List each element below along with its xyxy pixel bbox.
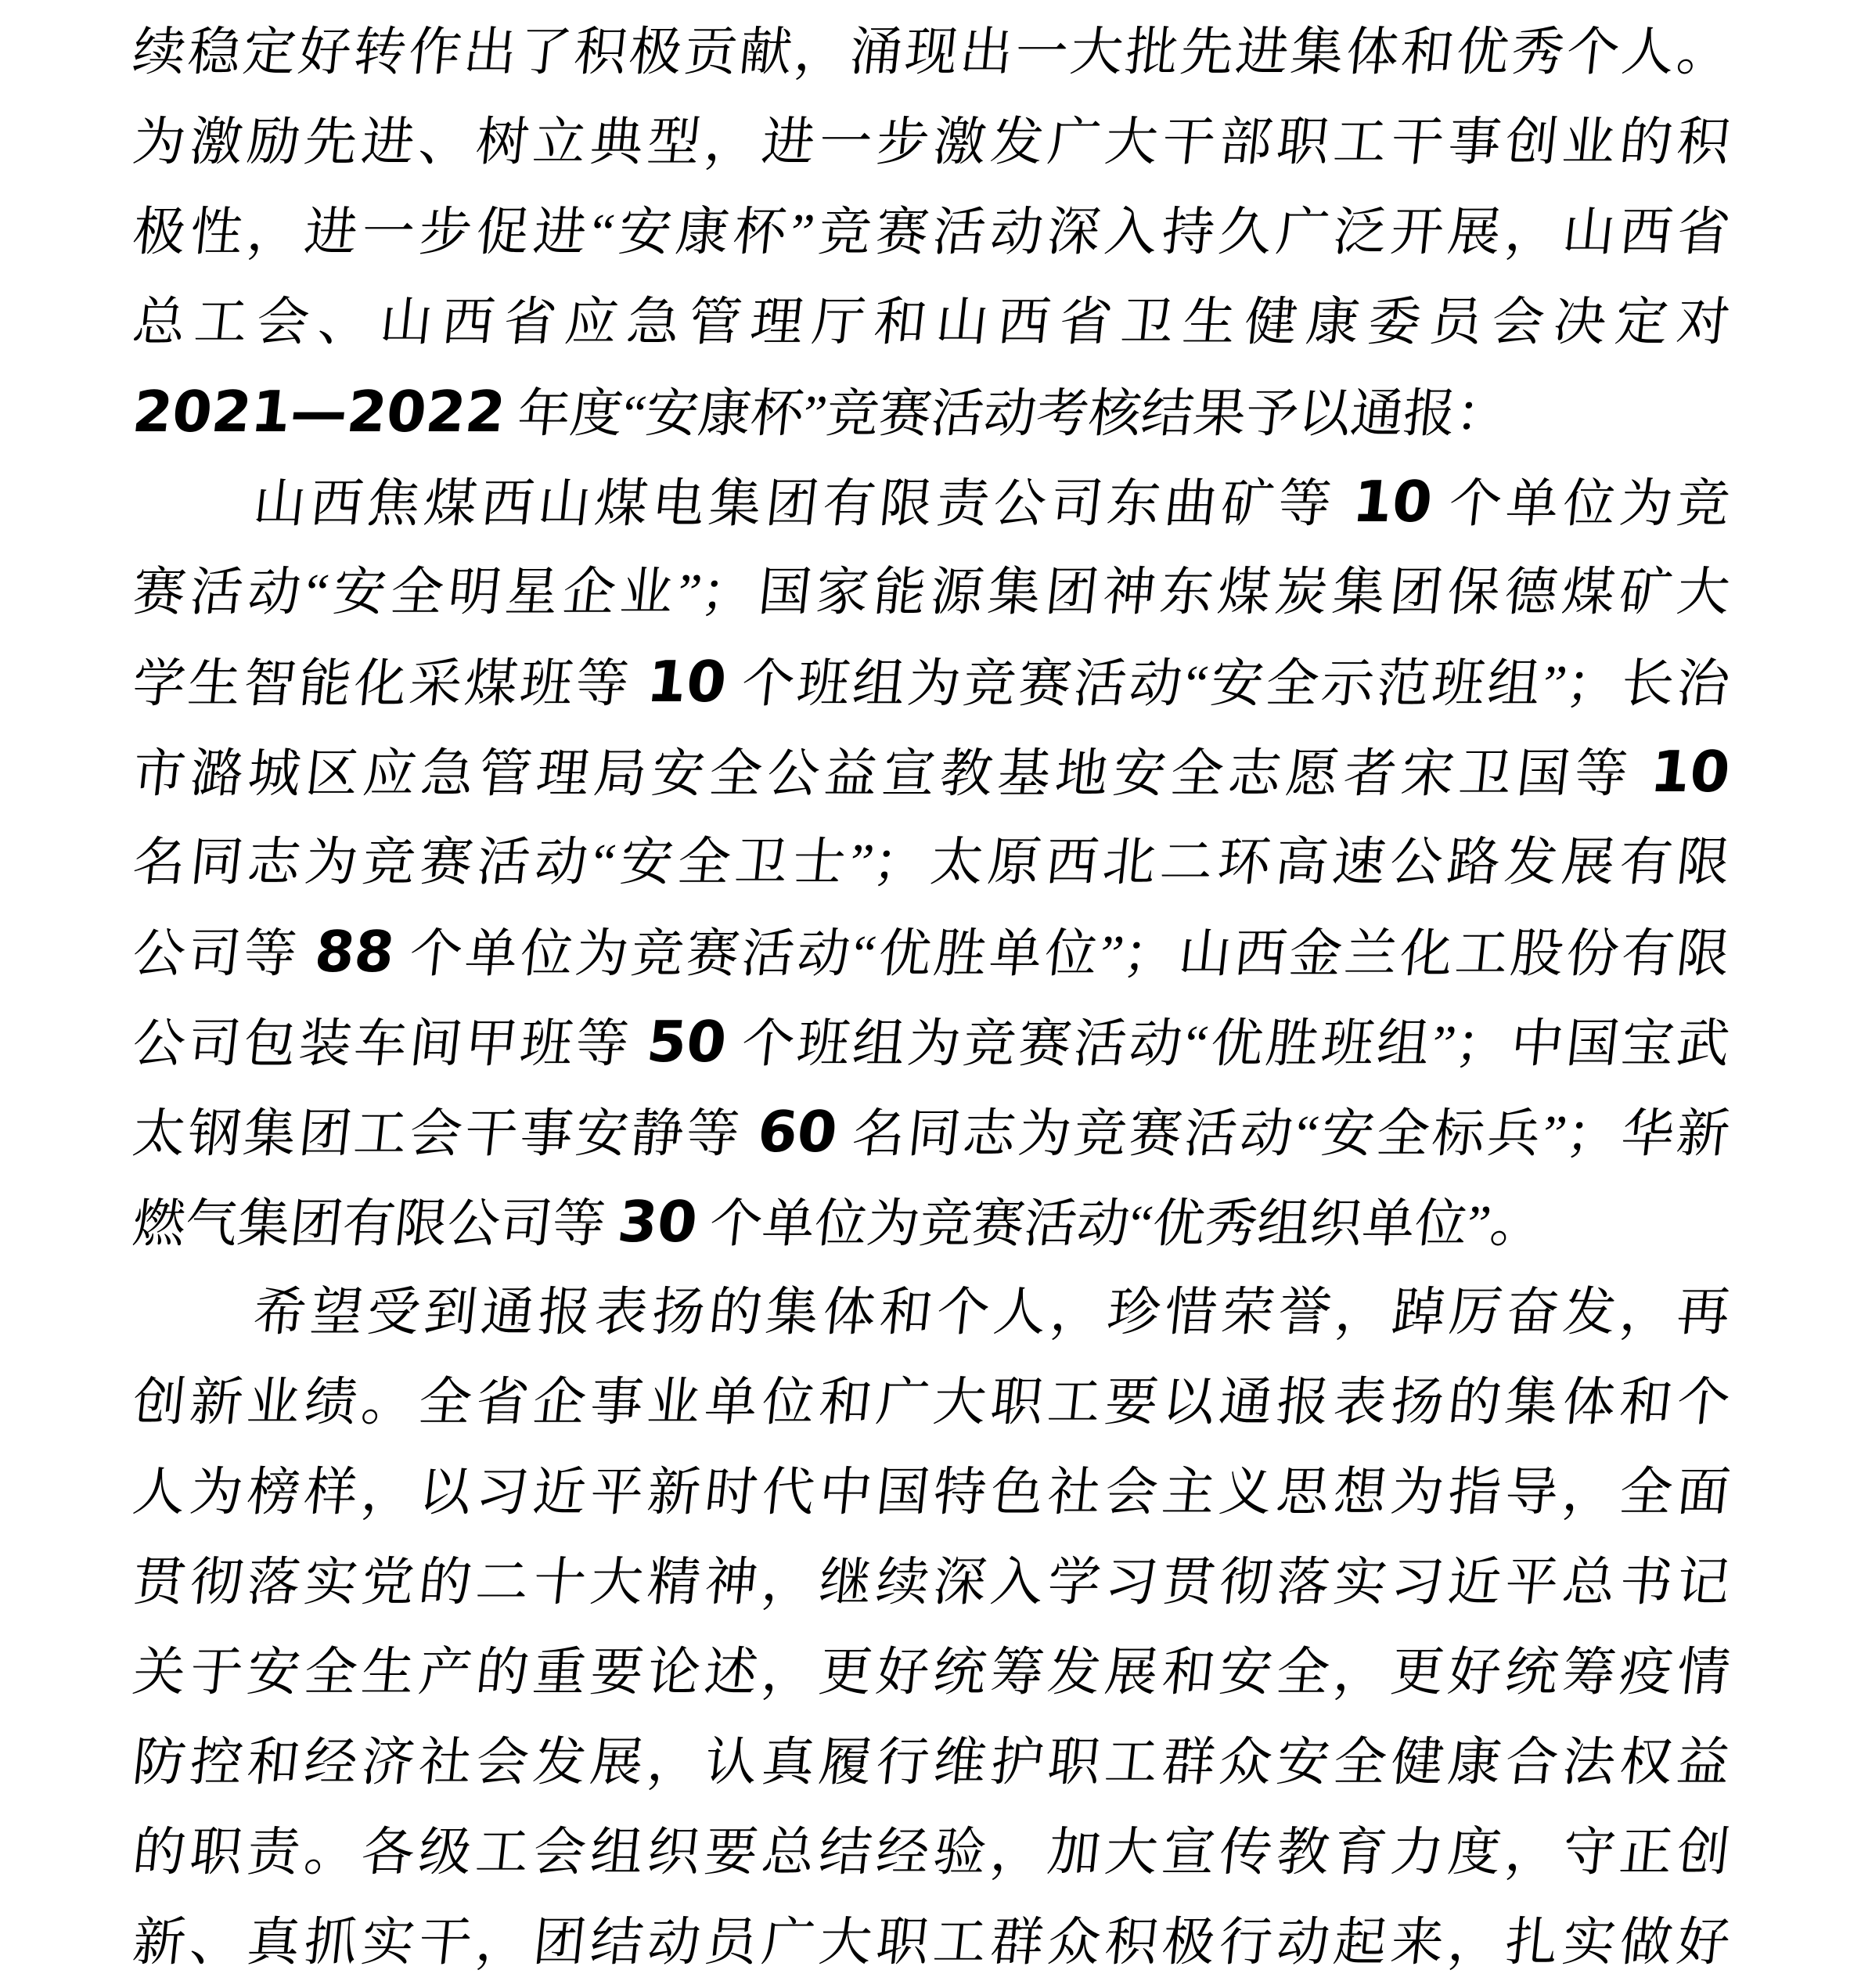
text-line: 人为榜样，以习近平新时代中国特色社会主义思想为指导，全面: [130, 1464, 1733, 1522]
number-text: 88: [311, 920, 398, 985]
text-line: 防控和经济社会发展，认真履行维护职工群众安全健康合法权益: [130, 1734, 1733, 1792]
text-line: 的职责。各级工会组织要总结经验，加大宣传教育力度，守正创: [130, 1824, 1733, 1882]
number-text: 50: [643, 1010, 730, 1075]
number-text: 30: [614, 1190, 700, 1255]
text-line: 学生智能化采煤班等 10 个班组为竞赛活动“安全示范班组”；长治: [129, 650, 1733, 715]
text-line: 燃气集团有限公司等 30 个单位为竞赛活动“优秀组织单位”。: [129, 1190, 1546, 1255]
text-line: 赛活动“安全明星企业”；国家能源集团神东煤炭集团保德煤矿大: [130, 564, 1733, 621]
text-line: 市潞城区应急管理局安全公益宣教基地安全志愿者宋卫国等 10: [129, 740, 1733, 805]
text-line: 新、真抓实干，团结动员广大职工群众积极行动起来，扎实做好: [130, 1914, 1733, 1972]
text-line: 公司包装车间甲班等 50 个班组为竞赛活动“优胜班组”；中国宝武: [129, 1010, 1733, 1075]
number-text: 10: [1647, 740, 1733, 805]
text-line: 总工会、山西省应急管理厅和山西省卫生健康委员会决定对: [130, 294, 1733, 351]
text-line: 为激励先进、树立典型，进一步激发广大干部职工干事创业的积: [130, 113, 1733, 171]
text-line: 名同志为竞赛活动“安全卫士”；太原西北二环高速公路发展有限: [130, 834, 1733, 891]
number-text: 2021—2022: [129, 380, 509, 445]
text-line: 续稳定好转作出了积极贡献，涌现出一大批先进集体和优秀个人。: [130, 23, 1733, 81]
text-line: 希望受到通报表扬的集体和个人，珍惜荣誉，踔厉奋发，再: [250, 1284, 1733, 1342]
text-line: 极性，进一步促进“安康杯”竞赛活动深入持久广泛开展，山西省: [130, 203, 1733, 261]
text-line: 贯彻落实党的二十大精神，继续深入学习贯彻落实习近平总书记: [130, 1554, 1733, 1612]
number-text: 10: [643, 650, 730, 715]
number-text: 10: [1349, 470, 1435, 535]
text-line: 创新业绩。全省企事业单位和广大职工要以通报表扬的集体和个: [130, 1374, 1733, 1432]
text-line: 太钢集团工会干事安静等 60 名同志为竞赛活动“安全标兵”；华新: [129, 1100, 1733, 1165]
text-line: 2021—2022 年度“安康杯”竞赛活动考核结果予以通报：: [129, 380, 1512, 445]
text-line: 山西焦煤西山煤电集团有限责公司东曲矿等 10 个单位为竞: [250, 470, 1733, 535]
text-line: 公司等 88 个单位为竞赛活动“优胜单位”；山西金兰化工股份有限: [129, 920, 1733, 985]
text-line: 关于安全生产的重要论述，更好统筹发展和安全，更好统筹疫情: [130, 1644, 1733, 1702]
number-text: 60: [754, 1100, 841, 1165]
